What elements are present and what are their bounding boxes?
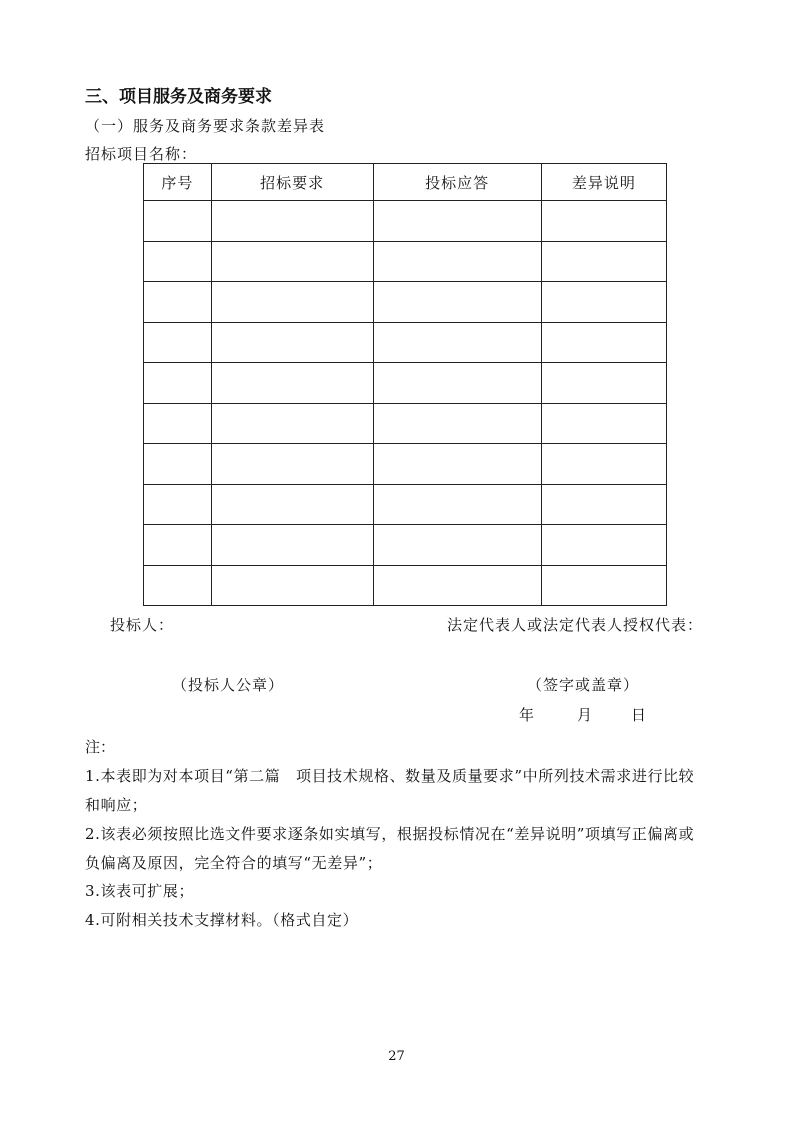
date-day: 日 bbox=[631, 706, 647, 724]
table-cell[interactable] bbox=[541, 241, 666, 282]
table-row bbox=[144, 282, 667, 323]
table-cell[interactable] bbox=[211, 282, 373, 323]
table-cell[interactable] bbox=[211, 484, 373, 525]
table-cell[interactable] bbox=[144, 201, 212, 242]
table-subtitle: （一）服务及商务要求条款差异表 bbox=[85, 117, 326, 135]
table-cell[interactable] bbox=[211, 444, 373, 485]
note-line: 3.该表可扩展； bbox=[85, 882, 195, 900]
table-cell[interactable] bbox=[211, 201, 373, 242]
note-line: 2.该表必须按照比选文件要求逐条如实填写，根据投标情况在“差异说明”项填写正偏离或 bbox=[85, 825, 695, 843]
table-cell[interactable] bbox=[541, 444, 666, 485]
notes-title: 注： bbox=[85, 738, 116, 756]
table-body bbox=[144, 201, 667, 606]
page-number: 27 bbox=[388, 1049, 405, 1064]
table-cell[interactable] bbox=[144, 403, 212, 444]
table-cell[interactable] bbox=[211, 322, 373, 363]
note-line: 和响应； bbox=[85, 796, 148, 814]
header-index: 序号 bbox=[144, 164, 212, 201]
deviation-table bbox=[143, 163, 667, 606]
table-cell[interactable] bbox=[373, 322, 541, 363]
table-cell[interactable] bbox=[541, 484, 666, 525]
table-row bbox=[144, 525, 667, 566]
bidder-seal-note: （投标人公章） bbox=[172, 676, 285, 694]
header-response: 投标应答 bbox=[373, 164, 541, 201]
section-title: 三、项目服务及商务要求 bbox=[85, 87, 272, 107]
table-cell[interactable] bbox=[373, 241, 541, 282]
table-cell[interactable] bbox=[144, 525, 212, 566]
table-cell[interactable] bbox=[144, 444, 212, 485]
legal-rep-label: 法定代表人或法定代表人授权代表： bbox=[447, 616, 704, 634]
table-cell[interactable] bbox=[373, 484, 541, 525]
table-cell[interactable] bbox=[211, 363, 373, 404]
table-row bbox=[144, 565, 667, 606]
table-cell[interactable] bbox=[211, 403, 373, 444]
note-line: 1.本表即为对本项目“第二篇 项目技术规格、数量及质量要求”中所列技术需求进行比较 bbox=[85, 767, 695, 785]
table-cell[interactable] bbox=[373, 201, 541, 242]
table-cell[interactable] bbox=[211, 565, 373, 606]
table-row bbox=[144, 322, 667, 363]
table-cell[interactable] bbox=[211, 525, 373, 566]
table-row bbox=[144, 201, 667, 242]
table-row bbox=[144, 403, 667, 444]
project-name-label: 招标项目名称： bbox=[85, 145, 198, 163]
table-cell[interactable] bbox=[144, 363, 212, 404]
table-cell[interactable] bbox=[373, 403, 541, 444]
header-requirement: 招标要求 bbox=[211, 164, 373, 201]
date-month: 月 bbox=[577, 706, 593, 724]
table-cell[interactable] bbox=[144, 322, 212, 363]
table-row bbox=[144, 363, 667, 404]
note-line: 4.可附相关技术支撑材料。（格式自定） bbox=[85, 911, 359, 929]
table-cell[interactable] bbox=[541, 363, 666, 404]
note-line: 负偏离及原因，完全符合的填写“无差异”； bbox=[85, 854, 383, 872]
table-cell[interactable] bbox=[144, 241, 212, 282]
table-cell[interactable] bbox=[541, 201, 666, 242]
header-deviation: 差异说明 bbox=[541, 164, 666, 201]
bidder-label: 投标人： bbox=[110, 616, 175, 634]
table-cell[interactable] bbox=[144, 484, 212, 525]
table-cell[interactable] bbox=[373, 444, 541, 485]
table-cell[interactable] bbox=[541, 322, 666, 363]
table-cell[interactable] bbox=[373, 282, 541, 323]
table-cell[interactable] bbox=[373, 363, 541, 404]
sign-or-seal-note: （签字或盖章） bbox=[527, 676, 640, 694]
date-year: 年 bbox=[519, 706, 535, 724]
table-cell[interactable] bbox=[541, 565, 666, 606]
table-cell[interactable] bbox=[541, 525, 666, 566]
table-row bbox=[144, 484, 667, 525]
table-cell[interactable] bbox=[541, 403, 666, 444]
table-cell[interactable] bbox=[211, 241, 373, 282]
table-row bbox=[144, 241, 667, 282]
table-cell[interactable] bbox=[373, 565, 541, 606]
table-cell[interactable] bbox=[373, 525, 541, 566]
table-row bbox=[144, 444, 667, 485]
table-header-row bbox=[144, 164, 667, 201]
table-cell[interactable] bbox=[144, 565, 212, 606]
table-cell[interactable] bbox=[541, 282, 666, 323]
table-cell[interactable] bbox=[144, 282, 212, 323]
